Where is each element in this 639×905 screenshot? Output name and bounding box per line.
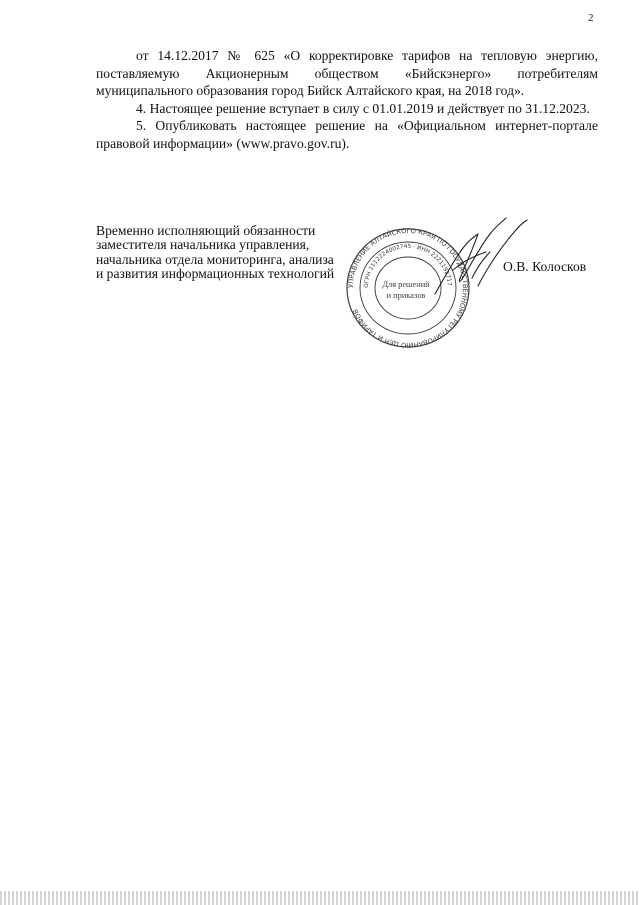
page-number: 2 [588, 12, 594, 24]
signatory-title [96, 224, 361, 281]
paragraph-item-5: 5. Опубликовать настоящее решение на «Официальном интернет-портале правовой информации» (www.pravo.gov.ru). [96, 118, 598, 151]
stamp-inner-text-1: Для решений [382, 280, 430, 289]
scan-bottom-border [0, 891, 639, 905]
signatory-name: О.В. Колосков [503, 259, 587, 274]
signatory-title-line: и развития информационных технологий [96, 265, 335, 281]
stamp-outer-text: УПРАВЛЕНИЕ АЛТАЙСКОГО КРАЯ ПО ГОСУДАРСТВЕННОМУ РЕГУЛИРОВАНИЮ ЦЕН И ТАРИФОВ [346, 226, 470, 350]
stamp-number-text: ОГРН 1112224002745 · ИНН 2221192717 [363, 243, 452, 289]
signatory-title-line: заместителя начальника управления, [96, 237, 310, 253]
stamp-inner-text-2: и приказов [386, 291, 426, 300]
signatory-title-line: Временно исполняющий обязанности [96, 223, 316, 238]
handwritten-signature [420, 212, 530, 300]
document-body [96, 47, 598, 152]
signatory-title-line: начальника отдела мониторинга, анализа [96, 251, 334, 267]
paragraph-item-4: 4. Настоящее решение вступает в силу с 01.01.2019 и действует по 31.12.2023. [136, 100, 590, 116]
paragraph-continuation: от 14.12.2017 № 625 «О корректировке тарифов на тепловую энергию, поставляемую Акционерным обществом «Бийскэнерго» потребителям муниципального образования город Бийск Алтайского края, на 2018 год». [96, 48, 598, 98]
